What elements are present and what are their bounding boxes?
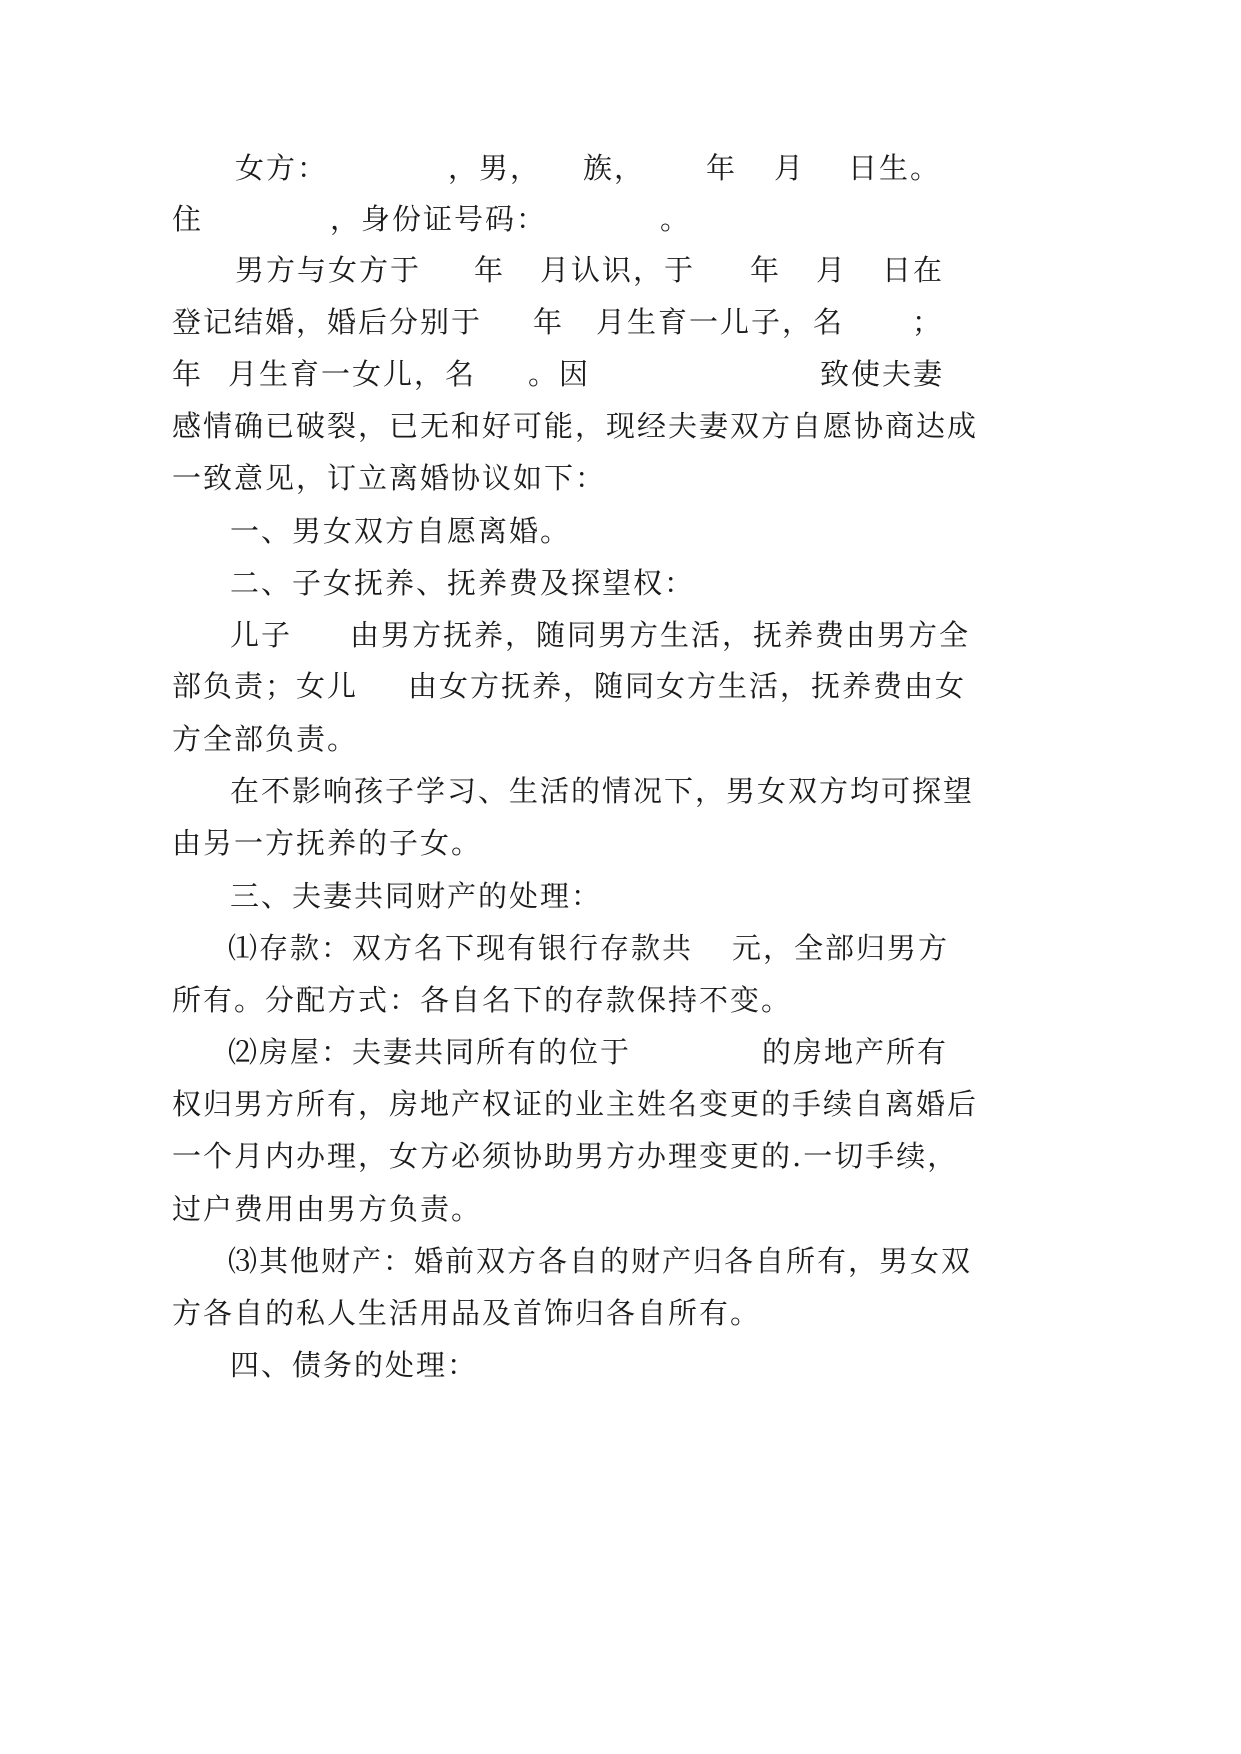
line-segment: 女方： (235, 151, 329, 185)
text-line (0, 666, 967, 706)
line-segment: 年 (533, 305, 565, 339)
line-segment: 。 (660, 202, 692, 236)
line-segment: 由另一方抚养的子女。 (172, 826, 483, 860)
text-line (0, 1136, 959, 1176)
line-segment: ⑶其他财产：婚前双方各自的财产归各自所有，男女双 (228, 1244, 973, 1278)
line-segment: 儿子 (230, 618, 293, 652)
text-line (0, 980, 793, 1020)
line-segment: 元，全部归男方 (732, 931, 950, 965)
line-segment: 月 (816, 253, 848, 287)
line-segment: 月认识，于 (540, 253, 696, 287)
line-segment: 日生。 (848, 151, 942, 185)
line-segment: 由男方抚养，随同男方生活，抚养费由男方全 (350, 618, 971, 652)
line-segment: 住 (172, 202, 204, 236)
line-segment: 的房地产所有 (762, 1035, 949, 1069)
text-line (0, 771, 975, 811)
text-line (0, 1345, 479, 1385)
text-line (0, 563, 696, 603)
text-line (0, 928, 950, 968)
line-segment: ； (912, 305, 944, 339)
text-line (0, 148, 942, 188)
line-segment: 年 (172, 357, 204, 391)
line-segment: 致使夫妻 (820, 357, 945, 391)
line-segment: 方全部负责。 (172, 722, 359, 756)
line-segment: 部负责；女儿 (172, 669, 359, 703)
line-segment: 二、子女抚养、抚养费及探望权： (230, 566, 696, 600)
text-line (0, 511, 572, 551)
line-segment: 月 (774, 151, 806, 185)
text-line (0, 719, 359, 759)
line-segment: ⑴存款：双方名下现有银行存款共 (228, 931, 694, 965)
text-line (0, 458, 607, 498)
text-line (0, 1032, 949, 1072)
text-line (0, 615, 971, 655)
line-segment: ，男， (448, 151, 542, 185)
line-segment: 一、男女双方自愿离婚。 (230, 514, 572, 548)
line-segment: 登记结婚，婚后分别于 (172, 305, 483, 339)
line-segment: 日在 (882, 253, 945, 287)
text-line (0, 1293, 762, 1333)
line-segment: 所有。分配方式：各自名下的存款保持不变。 (172, 983, 793, 1017)
line-segment: 男方与女方于 (235, 253, 422, 287)
line-segment: 由女方抚养，随同女方生活，抚养费由女 (408, 669, 967, 703)
line-segment: ，身份证号码： (330, 202, 548, 236)
text-line (0, 1084, 979, 1124)
line-segment: 三、夫妻共同财产的处理： (230, 879, 603, 913)
line-segment: 权归男方所有，房地产权证的业主姓名变更的手续自离婚后 (172, 1087, 979, 1121)
line-segment: 月生育一儿子，名 (596, 305, 845, 339)
text-line (0, 354, 945, 394)
line-segment: ⑵房屋：夫妻共同所有的位于 (228, 1035, 632, 1069)
line-segment: 族， (583, 151, 646, 185)
line-segment: 年 (706, 151, 738, 185)
text-line (0, 1241, 973, 1281)
line-segment: 年 (750, 253, 782, 287)
line-segment: 方各自的私人生活用品及首饰归各自所有。 (172, 1296, 762, 1330)
line-segment: 感情确已破裂，已无和好可能，现经夫妻双方自愿协商达成 (172, 409, 979, 443)
text-line (0, 302, 944, 342)
line-segment: 四、债务的处理： (230, 1348, 479, 1382)
text-line (0, 250, 945, 290)
line-segment: 在不影响孩子学习、生活的情况下，男女双方均可探望 (230, 774, 975, 808)
line-segment: 一个月内办理，女方必须协助男方办理变更的.一切手续， (172, 1139, 959, 1173)
line-segment: 年 (474, 253, 506, 287)
line-segment: 一致意见，订立离婚协议如下： (172, 461, 607, 495)
text-line (0, 823, 483, 863)
text-line (0, 199, 692, 239)
text-line (0, 406, 979, 446)
text-line (0, 1189, 483, 1229)
line-segment: 。因 (528, 357, 591, 391)
line-segment: 月生育一女儿，名 (228, 357, 477, 391)
text-line (0, 876, 603, 916)
line-segment: 过户费用由男方负责。 (172, 1192, 483, 1226)
